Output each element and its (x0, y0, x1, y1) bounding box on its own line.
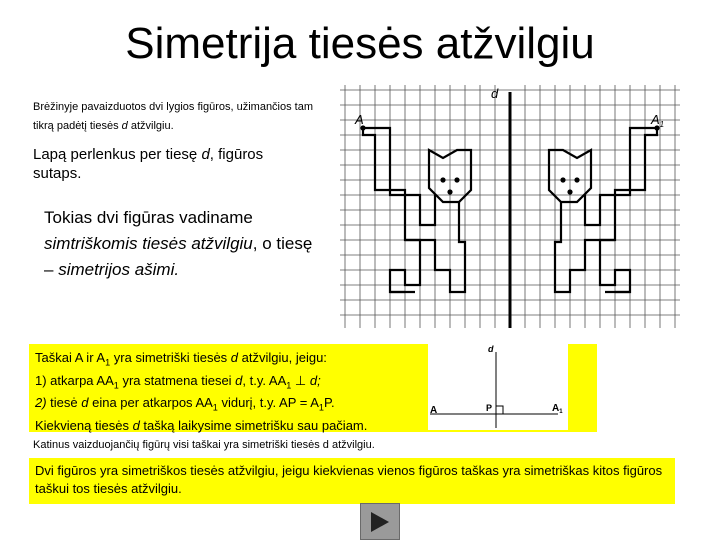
label-A: A (355, 112, 364, 127)
def-line-4: Kiekvieną tiesės d tašką laikysime simetrišku sau pačiam. (35, 417, 368, 433)
axis-label: d (491, 86, 499, 101)
summary-box: Dvi figūros yra simetriškos tiesės atžvilgiu, jeigu kiekvienas vienos figūros taškas yra simetriškas kitos figūros taškui tos tiesės atžvilgiu. (29, 458, 675, 504)
def-line-3: 2) tiesė d eina per atkarpos $AA_1$ vidurį, t.y. AP = $A_1P$. (35, 395, 335, 413)
diagram-d: d (488, 344, 494, 354)
perpendicular-diagram (428, 342, 568, 430)
diagram-A1: $A_1$ (552, 403, 563, 415)
note-text: Katinus vaizduojančių figūrų visi taškai yra simetriški tiesės d atžvilgiu. (33, 439, 375, 451)
perpendicular-svg (428, 342, 568, 430)
diagram-A: A (430, 405, 438, 416)
diagram-P: P (486, 403, 493, 413)
symmetry-figure (335, 80, 680, 328)
next-slide-button[interactable] (360, 503, 400, 540)
def-line-1: Taškai A ir $A_1$ yra simetriški tiesės d atžvilgiu, jeigu: (35, 350, 327, 368)
play-icon (371, 512, 389, 532)
label-A1: $A_1$ (651, 112, 665, 129)
page-title: Simetrija tiesės atžvilgiu (125, 19, 595, 68)
intro-paragraph-2: Lapą perlenkus per tiesę d, figūros sutaps. (33, 146, 264, 182)
intro-paragraph-3: Tokias dvi figūras vadiname simtriškomis tiesės atžvilgiu, o tiesę – simetrijos ašimi. (44, 208, 313, 279)
def-line-2: 1) atkarpa $AA_1$ yra statmena tiesei d, t.y. $AA_1$ ⊥ d; (35, 372, 321, 391)
grid-figure (335, 80, 680, 328)
intro-paragraph-1: Brėžinyje pavaizduotos dvi lygios figūros, užimančios tam tikrą padėtį tiesės d atžvilgiu. (33, 101, 314, 132)
